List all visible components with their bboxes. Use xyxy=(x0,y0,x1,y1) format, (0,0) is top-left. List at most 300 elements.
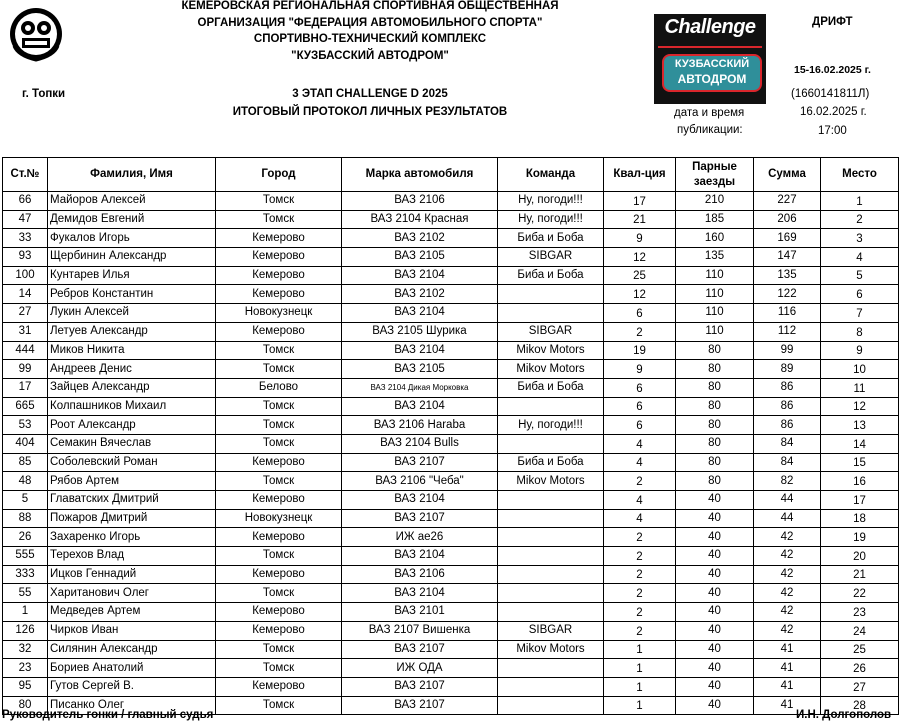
cell-name: Ребров Константин xyxy=(48,285,216,304)
cell-num: 55 xyxy=(3,584,48,603)
cell-sum: 89 xyxy=(754,360,821,379)
cell-place: 23 xyxy=(821,603,899,622)
cell-team: Ну, погоди!!! xyxy=(498,210,604,229)
cell-place: 11 xyxy=(821,378,899,397)
cell-pair: 40 xyxy=(676,677,754,696)
cell-name: Зайцев Александр xyxy=(48,378,216,397)
cell-city: Томск xyxy=(216,659,342,678)
org-line-2: ОРГАНИЗАЦИЯ "ФЕДЕРАЦИЯ АВТОМОБИЛЬНОГО СПОРТА" xyxy=(197,16,543,29)
logo-badge xyxy=(662,54,762,92)
cell-car: ВАЗ 2102 xyxy=(342,285,498,304)
cell-name: Соболевский Роман xyxy=(48,453,216,472)
cell-car: ВАЗ 2106 xyxy=(342,565,498,584)
cell-name: Бориев Анатолий xyxy=(48,659,216,678)
cell-pair: 110 xyxy=(676,285,754,304)
table-row xyxy=(3,378,899,397)
cell-num: 14 xyxy=(3,285,48,304)
cell-sum: 169 xyxy=(754,229,821,248)
cell-pair: 40 xyxy=(676,509,754,528)
cell-team xyxy=(498,677,604,696)
cell-car: ВАЗ 2104 Bulls xyxy=(342,434,498,453)
results-table xyxy=(2,157,899,715)
cell-pair: 135 xyxy=(676,248,754,267)
cell-team: Mikov Motors xyxy=(498,640,604,659)
col-header-pair-line-1: Парные xyxy=(692,160,737,173)
cell-place: 5 xyxy=(821,266,899,285)
cell-sum: 116 xyxy=(754,304,821,323)
cell-place: 25 xyxy=(821,640,899,659)
cell-car: ВАЗ 2107 xyxy=(342,696,498,715)
cell-place: 27 xyxy=(821,677,899,696)
cell-name: Фукалов Игорь xyxy=(48,229,216,248)
cell-team: Mikov Motors xyxy=(498,341,604,360)
cell-place: 2 xyxy=(821,210,899,229)
cell-sum: 86 xyxy=(754,378,821,397)
cell-name: Лукин Алексей xyxy=(48,304,216,323)
cell-place: 22 xyxy=(821,584,899,603)
cell-qual: 4 xyxy=(604,434,676,453)
cell-pair: 110 xyxy=(676,266,754,285)
cell-qual: 6 xyxy=(604,378,676,397)
cell-qual: 2 xyxy=(604,584,676,603)
cell-num: 53 xyxy=(3,416,48,435)
cell-qual: 6 xyxy=(604,304,676,323)
cell-name: Главатских Дмитрий xyxy=(48,491,216,510)
cell-team: Mikov Motors xyxy=(498,360,604,379)
cell-num: 444 xyxy=(3,341,48,360)
cell-num: 665 xyxy=(3,397,48,416)
cell-city: Томск xyxy=(216,584,342,603)
cell-city: Кемерово xyxy=(216,453,342,472)
cell-city: Кемерово xyxy=(216,285,342,304)
cell-city: Томск xyxy=(216,416,342,435)
cell-qual: 12 xyxy=(604,248,676,267)
cell-team: Ну, погоди!!! xyxy=(498,192,604,211)
col-header-num: Ст.№ xyxy=(3,158,48,192)
cell-sum: 41 xyxy=(754,640,821,659)
org-line-1: КЕМЕРОВСКАЯ РЕГИОНАЛЬНАЯ СПОРТИВНАЯ ОБЩЕСТВЕННАЯ xyxy=(181,0,559,12)
cell-sum: 147 xyxy=(754,248,821,267)
cell-pair: 80 xyxy=(676,341,754,360)
cell-name: Кунтарев Илья xyxy=(48,266,216,285)
cell-sum: 41 xyxy=(754,677,821,696)
cell-name: Пожаров Дмитрий xyxy=(48,509,216,528)
cell-place: 3 xyxy=(821,229,899,248)
cell-city: Томск xyxy=(216,472,342,491)
cell-car: ВАЗ 2104 Красная xyxy=(342,210,498,229)
cell-num: 85 xyxy=(3,453,48,472)
cell-name: Майоров Алексей xyxy=(48,192,216,211)
cell-name: Семакин Вячеслав xyxy=(48,434,216,453)
cell-team xyxy=(498,696,604,715)
cell-qual: 21 xyxy=(604,210,676,229)
cell-name: Чирков Иван xyxy=(48,621,216,640)
col-header-pair xyxy=(676,158,754,192)
table-row xyxy=(3,547,899,566)
cell-pair: 110 xyxy=(676,304,754,323)
cell-num: 404 xyxy=(3,434,48,453)
cell-place: 10 xyxy=(821,360,899,379)
cell-name: Ицков Геннадий xyxy=(48,565,216,584)
cell-car: ВАЗ 2105 Шурика xyxy=(342,322,498,341)
cell-sum: 42 xyxy=(754,621,821,640)
discipline-label: ДРИФТ xyxy=(812,16,853,28)
cell-team xyxy=(498,434,604,453)
cell-team xyxy=(498,659,604,678)
cell-qual: 2 xyxy=(604,472,676,491)
cell-name: Миков Никита xyxy=(48,341,216,360)
cell-city: Томск xyxy=(216,434,342,453)
stage-title: 3 ЭТАП CHALLENGE D 2025 xyxy=(292,88,448,100)
cell-qual: 2 xyxy=(604,322,676,341)
cell-pair: 40 xyxy=(676,640,754,659)
cell-qual: 6 xyxy=(604,416,676,435)
cell-name: Писанко Олег xyxy=(48,696,216,715)
cell-city: Кемерово xyxy=(216,229,342,248)
cell-name: Летуев Александр xyxy=(48,322,216,341)
cell-city: Кемерово xyxy=(216,565,342,584)
cell-qual: 2 xyxy=(604,528,676,547)
protocol-title: ИТОГОВЫЙ ПРОТОКОЛ ЛИЧНЫХ РЕЗУЛЬТАТОВ xyxy=(232,106,508,118)
cell-city: Томск xyxy=(216,696,342,715)
cell-city: Белово xyxy=(216,378,342,397)
cell-pair: 80 xyxy=(676,378,754,397)
table-row xyxy=(3,565,899,584)
cell-qual: 4 xyxy=(604,453,676,472)
cell-team: SIBGAR xyxy=(498,248,604,267)
cell-team: SIBGAR xyxy=(498,322,604,341)
cell-place: 28 xyxy=(821,696,899,715)
cell-sum: 44 xyxy=(754,509,821,528)
pub-date: 16.02.2025 г. xyxy=(800,106,867,118)
cell-team xyxy=(498,603,604,622)
col-header-team: Команда xyxy=(498,158,604,192)
cell-name: Хаританович Олег xyxy=(48,584,216,603)
cell-car: ВАЗ 2107 xyxy=(342,677,498,696)
cell-num: 23 xyxy=(3,659,48,678)
cell-num: 66 xyxy=(3,192,48,211)
cell-qual: 2 xyxy=(604,603,676,622)
cell-sum: 99 xyxy=(754,341,821,360)
event-dates: 15-16.02.2025 г. xyxy=(794,64,871,76)
cell-car: ВАЗ 2104 xyxy=(342,584,498,603)
cell-qual: 12 xyxy=(604,285,676,304)
cell-num: 26 xyxy=(3,528,48,547)
cell-city: Томск xyxy=(216,210,342,229)
cell-num: 27 xyxy=(3,304,48,323)
table-row xyxy=(3,491,899,510)
cell-place: 9 xyxy=(821,341,899,360)
table-row xyxy=(3,322,899,341)
cell-place: 12 xyxy=(821,397,899,416)
table-row xyxy=(3,603,899,622)
logo-line-2: АВТОДРОМ xyxy=(677,72,747,86)
cell-sum: 42 xyxy=(754,528,821,547)
cell-pair: 40 xyxy=(676,621,754,640)
cell-qual: 2 xyxy=(604,565,676,584)
cell-qual: 1 xyxy=(604,696,676,715)
table-row xyxy=(3,453,899,472)
cell-pair: 40 xyxy=(676,547,754,566)
cell-place: 26 xyxy=(821,659,899,678)
cell-city: Кемерово xyxy=(216,677,342,696)
cell-team: Биба и Боба xyxy=(498,266,604,285)
cell-place: 1 xyxy=(821,192,899,211)
cell-qual: 1 xyxy=(604,659,676,678)
cell-name: Щербинин Александр xyxy=(48,248,216,267)
cell-place: 19 xyxy=(821,528,899,547)
col-header-city: Город xyxy=(216,158,342,192)
cell-car: ВАЗ 2107 xyxy=(342,640,498,659)
cell-city: Томск xyxy=(216,640,342,659)
cell-sum: 86 xyxy=(754,416,821,435)
org-line-4: "КУЗБАССКИЙ АВТОДРОМ" xyxy=(291,49,449,62)
cell-place: 20 xyxy=(821,547,899,566)
cell-place: 6 xyxy=(821,285,899,304)
cell-name: Силянин Александр xyxy=(48,640,216,659)
cell-place: 17 xyxy=(821,491,899,510)
table-row xyxy=(3,472,899,491)
cell-sum: 206 xyxy=(754,210,821,229)
results-table-body xyxy=(3,192,899,715)
col-header-pair-line-2: заезды xyxy=(693,175,736,188)
cell-team xyxy=(498,547,604,566)
cell-num: 333 xyxy=(3,565,48,584)
cell-num: 1 xyxy=(3,603,48,622)
kuzbass-autodrom-logo xyxy=(654,14,766,104)
cell-pair: 80 xyxy=(676,434,754,453)
cell-car: ВАЗ 2104 xyxy=(342,491,498,510)
cell-car: ВАЗ 2106 Haraba xyxy=(342,416,498,435)
cell-team: Биба и Боба xyxy=(498,453,604,472)
col-header-place: Место xyxy=(821,158,899,192)
cell-qual: 17 xyxy=(604,192,676,211)
cell-car: ИЖ ОДА xyxy=(342,659,498,678)
cell-num: 100 xyxy=(3,266,48,285)
table-row xyxy=(3,659,899,678)
cell-sum: 44 xyxy=(754,491,821,510)
cell-name: Гутов Сергей В. xyxy=(48,677,216,696)
pub-label-2: публикации: xyxy=(677,124,743,136)
cell-sum: 41 xyxy=(754,659,821,678)
table-row xyxy=(3,416,899,435)
cell-team xyxy=(498,285,604,304)
cell-place: 13 xyxy=(821,416,899,435)
cell-team: Биба и Боба xyxy=(498,229,604,248)
org-line-3: СПОРТИВНО-ТЕХНИЧЕСКИЙ КОМПЛЕКС xyxy=(253,33,487,45)
cell-pair: 40 xyxy=(676,528,754,547)
cell-qual: 4 xyxy=(604,509,676,528)
cell-team: Биба и Боба xyxy=(498,378,604,397)
cell-pair: 80 xyxy=(676,360,754,379)
col-header-name: Фамилия, Имя xyxy=(48,158,216,192)
cell-num: 555 xyxy=(3,547,48,566)
cell-team: Mikov Motors xyxy=(498,472,604,491)
cell-qual: 2 xyxy=(604,621,676,640)
cell-car: ВАЗ 2106 xyxy=(342,192,498,211)
col-header-qual: Квал-ция xyxy=(604,158,676,192)
cell-team: Ну, погоди!!! xyxy=(498,416,604,435)
cell-car: ВАЗ 2101 xyxy=(342,603,498,622)
pub-time: 17:00 xyxy=(818,125,847,137)
cell-name: Терехов Влад xyxy=(48,547,216,566)
cell-sum: 41 xyxy=(754,696,821,715)
logo-line-1: КУЗБАССКИЙ xyxy=(674,58,750,70)
cell-place: 21 xyxy=(821,565,899,584)
cell-pair: 185 xyxy=(676,210,754,229)
cell-team xyxy=(498,584,604,603)
cell-pair: 80 xyxy=(676,453,754,472)
table-row xyxy=(3,192,899,211)
cell-city: Кемерово xyxy=(216,528,342,547)
cell-team xyxy=(498,491,604,510)
table-row xyxy=(3,434,899,453)
cell-place: 7 xyxy=(821,304,899,323)
federation-emblem-icon xyxy=(8,6,64,62)
cell-city: Томск xyxy=(216,397,342,416)
cell-city: Кемерово xyxy=(216,621,342,640)
footer-role: Руководитель гонки / главный судья xyxy=(2,709,214,721)
cell-sum: 42 xyxy=(754,603,821,622)
cell-pair: 40 xyxy=(676,584,754,603)
cell-qual: 6 xyxy=(604,397,676,416)
cell-name: Колпашников Михаил xyxy=(48,397,216,416)
table-row xyxy=(3,266,899,285)
table-row xyxy=(3,210,899,229)
footer-signer: И.Н. Долгополов xyxy=(796,709,892,721)
cell-num: 31 xyxy=(3,322,48,341)
cell-car: ВАЗ 2107 Вишенка xyxy=(342,621,498,640)
cell-pair: 80 xyxy=(676,472,754,491)
cell-sum: 112 xyxy=(754,322,821,341)
cell-car: ВАЗ 2104 xyxy=(342,304,498,323)
cell-car: ВАЗ 2104 xyxy=(342,397,498,416)
cell-car: ВАЗ 2104 Дикая Морковка xyxy=(342,378,498,397)
cell-sum: 84 xyxy=(754,453,821,472)
cell-team xyxy=(498,304,604,323)
cell-city: Кемерово xyxy=(216,322,342,341)
cell-qual: 19 xyxy=(604,341,676,360)
cell-team xyxy=(498,397,604,416)
cell-num: 88 xyxy=(3,509,48,528)
cell-car: ВАЗ 2104 xyxy=(342,266,498,285)
cell-place: 16 xyxy=(821,472,899,491)
cell-num: 99 xyxy=(3,360,48,379)
cell-sum: 84 xyxy=(754,434,821,453)
cell-name: Рябов Артем xyxy=(48,472,216,491)
table-row xyxy=(3,677,899,696)
table-row xyxy=(3,621,899,640)
cell-name: Роот Александр xyxy=(48,416,216,435)
cell-car: ВАЗ 2104 xyxy=(342,547,498,566)
cell-name: Андреев Денис xyxy=(48,360,216,379)
cell-car: ВАЗ 2107 xyxy=(342,509,498,528)
cell-place: 8 xyxy=(821,322,899,341)
cell-team xyxy=(498,528,604,547)
cell-pair: 160 xyxy=(676,229,754,248)
cell-city: Томск xyxy=(216,547,342,566)
table-row xyxy=(3,341,899,360)
cell-place: 15 xyxy=(821,453,899,472)
cell-pair: 40 xyxy=(676,603,754,622)
cell-name: Захаренко Игорь xyxy=(48,528,216,547)
cell-num: 48 xyxy=(3,472,48,491)
cell-city: Томск xyxy=(216,341,342,360)
cell-city: Кемерово xyxy=(216,603,342,622)
cell-num: 33 xyxy=(3,229,48,248)
cell-qual: 4 xyxy=(604,491,676,510)
table-row xyxy=(3,285,899,304)
cell-num: 126 xyxy=(3,621,48,640)
cell-pair: 40 xyxy=(676,696,754,715)
table-row xyxy=(3,397,899,416)
cell-sum: 86 xyxy=(754,397,821,416)
cell-num: 5 xyxy=(3,491,48,510)
cell-sum: 42 xyxy=(754,565,821,584)
cell-num: 32 xyxy=(3,640,48,659)
table-header-row xyxy=(3,158,899,192)
cell-name: Медведев Артем xyxy=(48,603,216,622)
city-label: г. Топки xyxy=(22,88,66,100)
cell-sum: 42 xyxy=(754,547,821,566)
table-row xyxy=(3,248,899,267)
table-row xyxy=(3,640,899,659)
cell-team: SIBGAR xyxy=(498,621,604,640)
cell-num: 17 xyxy=(3,378,48,397)
cell-pair: 40 xyxy=(676,565,754,584)
cell-place: 24 xyxy=(821,621,899,640)
cell-sum: 227 xyxy=(754,192,821,211)
cell-qual: 9 xyxy=(604,229,676,248)
cell-sum: 135 xyxy=(754,266,821,285)
cell-sum: 122 xyxy=(754,285,821,304)
table-row xyxy=(3,509,899,528)
cell-team xyxy=(498,565,604,584)
cell-city: Кемерово xyxy=(216,248,342,267)
cell-car: ВАЗ 2105 xyxy=(342,360,498,379)
cell-car: ВАЗ 2106 "Чеба" xyxy=(342,472,498,491)
table-row xyxy=(3,584,899,603)
cell-car: ИЖ ае26 xyxy=(342,528,498,547)
cell-pair: 40 xyxy=(676,659,754,678)
cell-place: 18 xyxy=(821,509,899,528)
logo-red-stripe xyxy=(658,46,762,48)
cell-qual: 9 xyxy=(604,360,676,379)
protocol-code: (1660141811Л) xyxy=(791,88,870,100)
cell-pair: 110 xyxy=(676,322,754,341)
cell-car: ВАЗ 2102 xyxy=(342,229,498,248)
cell-car: ВАЗ 2105 xyxy=(342,248,498,267)
cell-city: Кемерово xyxy=(216,491,342,510)
cell-qual: 25 xyxy=(604,266,676,285)
cell-pair: 210 xyxy=(676,192,754,211)
cell-car: ВАЗ 2107 xyxy=(342,453,498,472)
logo-challenge-text: Challenge xyxy=(664,16,756,38)
cell-qual: 2 xyxy=(604,547,676,566)
cell-qual: 1 xyxy=(604,640,676,659)
col-header-car: Марка автомобиля xyxy=(342,158,498,192)
cell-car: ВАЗ 2104 xyxy=(342,341,498,360)
cell-name: Демидов Евгений xyxy=(48,210,216,229)
cell-place: 4 xyxy=(821,248,899,267)
cell-pair: 80 xyxy=(676,416,754,435)
cell-sum: 42 xyxy=(754,584,821,603)
pub-label-1: дата и время xyxy=(674,107,745,119)
col-header-sum: Сумма xyxy=(754,158,821,192)
cell-city: Новокузнецк xyxy=(216,509,342,528)
table-row xyxy=(3,229,899,248)
cell-num: 80 xyxy=(3,696,48,715)
